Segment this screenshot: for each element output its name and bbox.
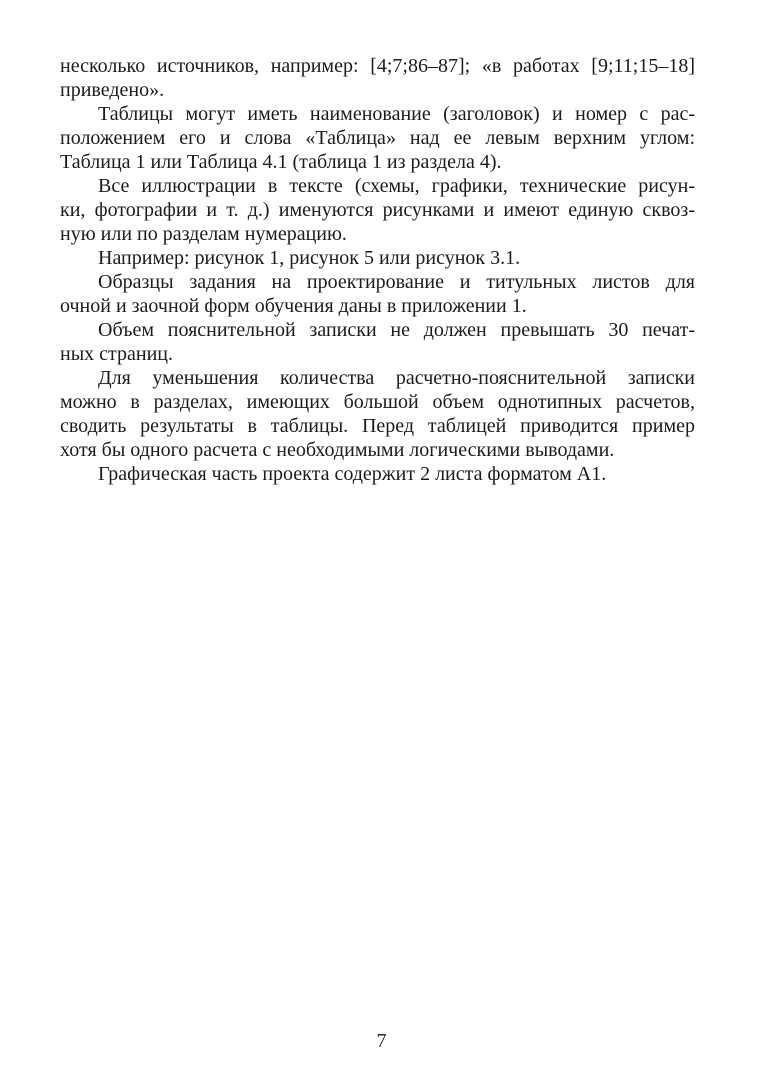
- text-line: Объем пояснительной записки не должен превышать 30 печат-: [98, 319, 695, 341]
- paragraph: [60, 102, 695, 174]
- paragraph: [60, 246, 695, 270]
- paragraph: [60, 54, 695, 102]
- text-line: Например: рисунок 1, рисунок 5 или рисунок 3.1.: [98, 247, 521, 269]
- paragraph: [60, 318, 695, 366]
- text-line: Образцы задания на проектирование и титульных листов для: [98, 271, 695, 293]
- text-line: Все иллюстрации в тексте (схемы, графики, технические рисун-: [98, 175, 695, 197]
- text-line: несколько источников, например: [4;7;86–87]; «в работах [9;11;15–18]: [60, 55, 695, 77]
- paragraph: [60, 270, 695, 318]
- text-line: ных страниц.: [60, 343, 173, 365]
- paragraph: [60, 366, 695, 462]
- document-body: [60, 54, 695, 486]
- text-line: Таблицы могут иметь наименование (заголовок) и номер с рас-: [98, 103, 695, 125]
- text-line: Графическая часть проекта содержит 2 листа форматом А1.: [98, 463, 607, 485]
- paragraph: [60, 462, 695, 486]
- text-line: ную или по разделам нумерацию.: [60, 223, 347, 245]
- text-line: ки, фотографии и т. д.) именуются рисунками и имеют единую сквоз-: [60, 199, 695, 221]
- text-line: Для уменьшения количества расчетно-пояснительной записки: [98, 367, 695, 389]
- text-line: положением его и слова «Таблица» над ее левым верхним углом:: [60, 127, 695, 149]
- text-line: очной и заочной форм обучения даны в приложении 1.: [60, 295, 527, 317]
- paragraph: [60, 174, 695, 246]
- text-line: приведено».: [60, 79, 165, 101]
- page-number: 7: [376, 1030, 387, 1052]
- text-line: Таблица 1 или Таблица 4.1 (таблица 1 из раздела 4).: [60, 151, 502, 173]
- text-line: сводить результаты в таблицы. Перед таблицей приводится пример: [60, 415, 695, 437]
- text-line: хотя бы одного расчета с необходимыми логическими выводами.: [60, 439, 615, 461]
- text-line: можно в разделах, имеющих большой объем однотипных расчетов,: [60, 391, 695, 413]
